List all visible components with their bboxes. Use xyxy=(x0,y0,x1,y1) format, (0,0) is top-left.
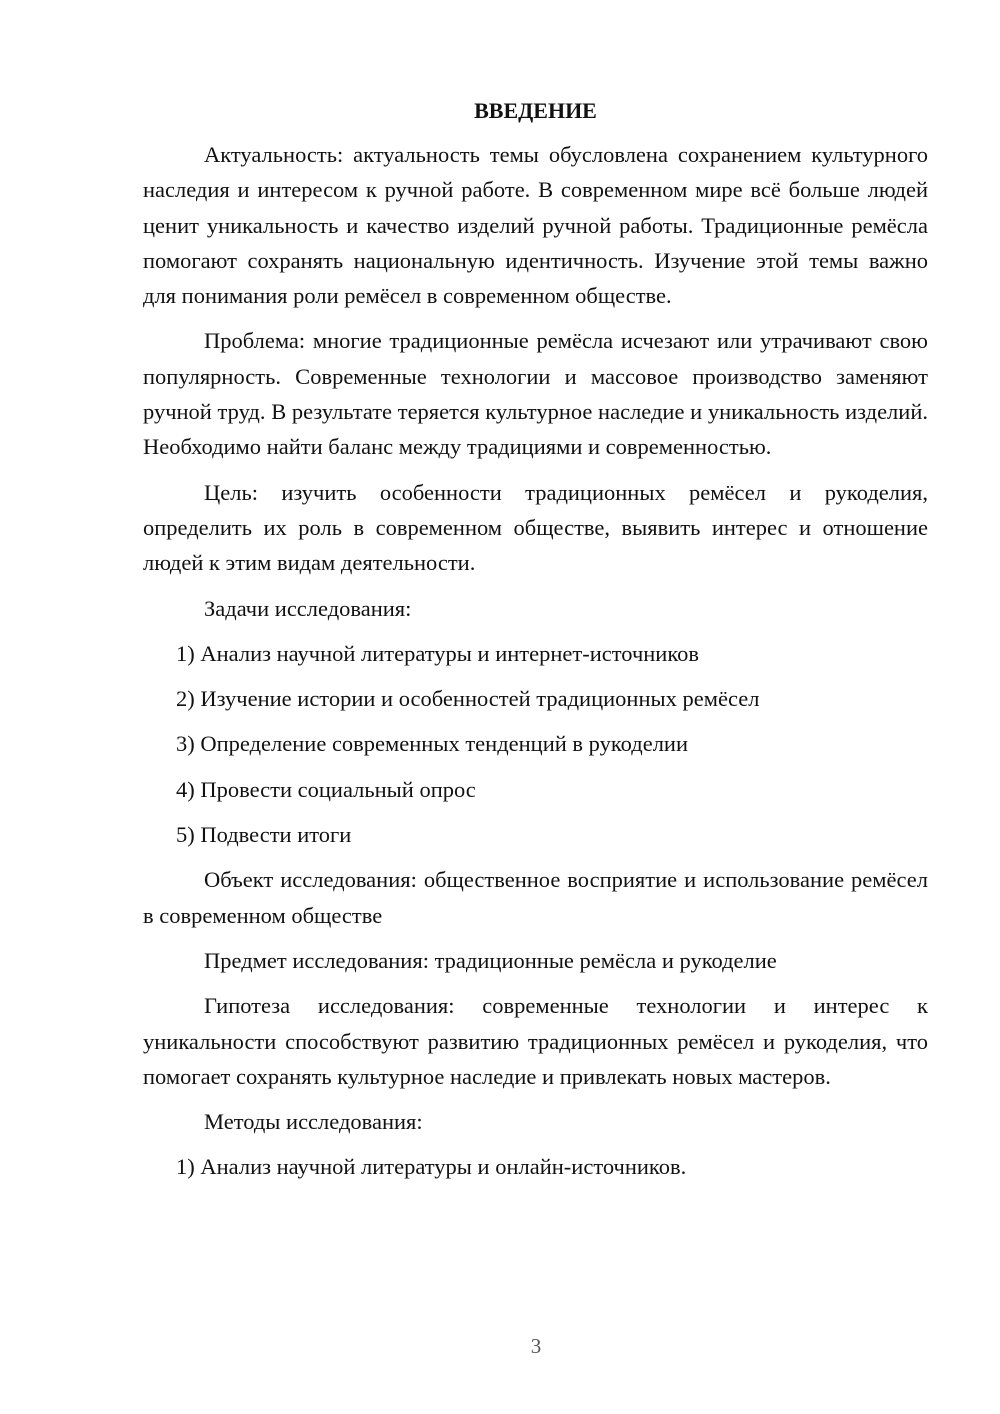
page-body xyxy=(143,95,928,1195)
object-paragraph: Объект исследования: общественное восприятие и использование ремёсел в современном обществе xyxy=(143,867,928,928)
tasks-heading: Задачи исследования: xyxy=(204,595,412,621)
problem-paragraph: Проблема: многие традиционные ремёсла исчезают или утрачивают свою популярность. Современные технологии и массовое производство заменяют ручной труд. В результате теряется культурное наследие и уникальность изделий. Необходимо найти баланс между традициями и современностью. xyxy=(143,328,928,460)
methods-heading: Методы исследования: xyxy=(204,1109,423,1135)
method-item-1: 1) Анализ научной литературы и онлайн-источников. xyxy=(176,1154,687,1180)
relevance-paragraph: Актуальность: актуальность темы обусловлена сохранением культурного наследия и интересом к ручной работе. В современном мире всё больше людей ценит уникальность и качество изделий ручной работы. Традиционные ремёсла помогают сохранять национальную идентичность. Изучение этой темы важно для понимания роли ремёсел в современном обществе. xyxy=(143,142,928,309)
task-item-3: 3) Определение современных тенденций в рукоделии xyxy=(176,731,689,757)
task-item-1: 1) Анализ научной литературы и интернет-источников xyxy=(176,640,700,666)
goal-paragraph: Цель: изучить особенности традиционных ремёсел и рукоделия, определить их роль в современном обществе, выявить интерес и отношение людей к этим видам деятельности. xyxy=(143,479,928,576)
task-item-5: 5) Подвести итоги xyxy=(176,822,352,848)
section-title: ВВЕДЕНИЕ xyxy=(474,98,597,123)
subject-paragraph: Предмет исследования: традиционные ремёсла и рукоделие xyxy=(204,947,777,973)
hypothesis-paragraph: Гипотеза исследования: современные технологии и интерес к уникальности способствуют развитию традиционных ремёсел и рукоделия, что помогает сохранять культурное наследие и привлекать новых мастеров. xyxy=(143,993,928,1089)
task-item-4: 4) Провести социальный опрос xyxy=(176,776,476,802)
page-number: 3 xyxy=(530,1334,542,1358)
task-item-2: 2) Изучение истории и особенностей традиционных ремёсел xyxy=(176,686,760,712)
